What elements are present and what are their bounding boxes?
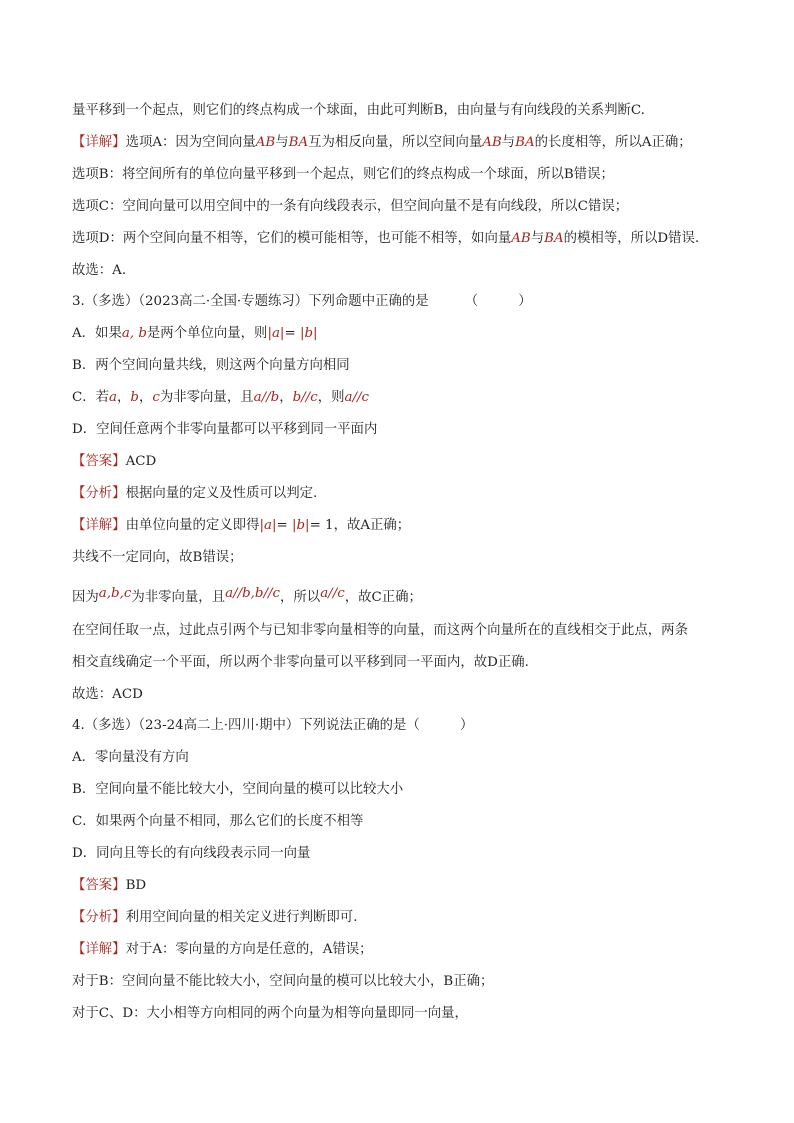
vector-symbol: AB (255, 135, 276, 150)
text-line: 共线不一定同向，故B错误； (72, 550, 243, 565)
section-tag: 【分析】 (72, 910, 126, 925)
option-d: D．同向且等长的有向线段表示同一向量 (72, 846, 311, 861)
vector-symbol: BA (515, 135, 535, 150)
text-line: 因为a,b,c为非零向量，且a//b,b//c，所以a//c，故C正确； (72, 586, 422, 605)
vector-symbol: c (152, 390, 160, 405)
vector-symbol: BA (544, 231, 564, 246)
section-tag: 【答案】 (72, 878, 126, 893)
vector-symbol: a, b (121, 326, 147, 341)
vector-symbol: AB (511, 231, 531, 246)
vector-symbol: |b| (299, 326, 318, 341)
section-tag: 【详解】 (72, 135, 126, 150)
option-b: B．两个空间向量共线，则这两个向量方向相同 (72, 358, 350, 373)
detail-line: 【详解】对于A：零向量的方向是任意的，A错误； (72, 942, 373, 957)
question-3-title: 3.（多选）（2023高二·全国·专题练习）下列命题中正确的是 （ ） (72, 294, 532, 309)
vector-symbol: a//c (344, 390, 369, 405)
vector-symbol: a//b,b//c (225, 586, 281, 601)
vector-symbol: |b| (291, 518, 310, 533)
option-c: C．若a，b，c为非零向量，且a//b，b//c，则a//c (72, 388, 369, 408)
analysis-line: 【分析】利用空间向量的相关定义进行判断即可. (72, 910, 358, 925)
section-tag: 【答案】 (72, 454, 126, 469)
text-line: 相交直线确定一个平面，所以两个非零向量可以平移到同一平面内，故D正确. (72, 655, 529, 670)
text-line: 选项C：空间向量可以用空间中的一条有向线段表示，但空间向量不是有向线段，所以C错误； (72, 199, 629, 214)
text-line: 选项D：两个空间向量不相等，它们的模可能相等，也可能不相等，如向量AB与BA的模相等，所以D错误. (72, 229, 699, 249)
text-line: 在空间任取一点，过此点引两个与已知非零向量相等的向量，而这两个向量所在的直线相交于此点，两条 (72, 623, 688, 638)
section-tag: 【分析】 (72, 486, 126, 501)
option-c: C．如果两个向量不相同，那么它们的长度不相等 (72, 814, 364, 829)
analysis-line: 【分析】根据向量的定义及性质可以判定. (72, 486, 318, 501)
answer-line: 【答案】BD (72, 878, 147, 893)
option-d: D．空间任意两个非零向量都可以平移到同一平面内 (72, 422, 378, 437)
vector-symbol: a (109, 390, 118, 405)
option-a: A．如果a, b是两个单位向量，则|a|= |b| (72, 324, 318, 344)
vector-symbol: AB (482, 135, 502, 150)
vector-symbol: b (130, 390, 139, 405)
detail-line: 【详解】由单位向量的定义即得|a|= |b|= 1，故A正确； (72, 516, 410, 536)
text-line: 对于B：空间向量不能比较大小，空间向量的模可以比较大小，B正确； (72, 974, 494, 989)
text-line: 【详解】选项A：因为空间向量AB与BA互为相反向量，所以空间向量AB与BA的长度相等，所以A正确； (72, 133, 692, 153)
text-line: 对于C、D：大小相等方向相同的两个向量为相等向量即同一向量， (72, 1006, 468, 1021)
vector-symbol: BA (288, 135, 309, 150)
text-line: 故选：A. (72, 263, 127, 278)
vector-symbol: a//b (253, 390, 280, 405)
section-tag: 【详解】 (72, 518, 126, 533)
vector-symbol: b//c (292, 390, 318, 405)
vector-symbol: |a| (259, 518, 277, 533)
vector-symbol: a//c (320, 586, 345, 601)
answer-line: 【答案】ACD (72, 454, 157, 469)
text-line: 故选：ACD (72, 687, 143, 702)
text-line: 量平移到一个起点，则它们的终点构成一个球面，由此可判断B，由向量与有向线段的关系判断C. (72, 103, 645, 118)
question-4-title: 4.（多选）（23-24高二上·四川·期中）下列说法正确的是（ ） (72, 718, 474, 733)
text-line: 选项B：将空间所有的单位向量平移到一个起点，则它们的终点构成一个球面，所以B错误； (72, 167, 614, 182)
vector-symbol: |a| (267, 326, 285, 341)
option-a: A．零向量没有方向 (72, 750, 189, 765)
section-tag: 【详解】 (72, 942, 126, 957)
vector-symbol: a,b,c (98, 586, 132, 601)
option-b: B．空间向量不能比较大小，空间向量的模可以比较大小 (72, 782, 404, 797)
